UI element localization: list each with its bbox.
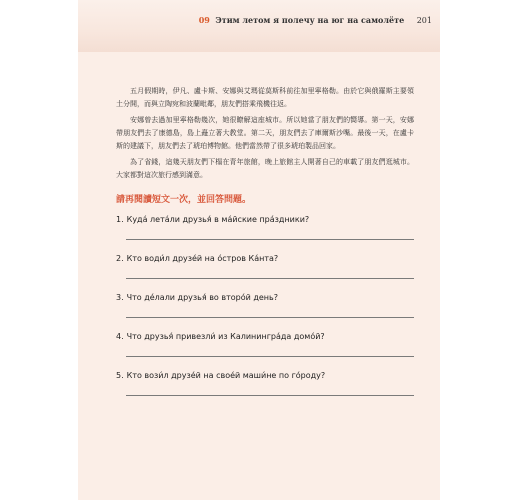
question-sentence: Что де́лали друзья́ во второ́й день? (126, 293, 278, 302)
question-number: 5. (116, 371, 124, 380)
question-list (116, 215, 414, 410)
book-page (78, 0, 440, 500)
question-number: 1. (116, 215, 124, 224)
page-number: 201 (416, 16, 432, 25)
page-header (78, 0, 440, 52)
question-text (116, 254, 414, 263)
page-body (116, 85, 414, 410)
exercise-instruction: 請再閱讀短文一次，並回答問題。 (116, 195, 252, 205)
question-text (116, 293, 414, 302)
question-text (116, 371, 414, 380)
reading-paragraph-2: 安娜曾去過加里寧格勒幾次，她很瞭解這座城市。所以她當了朋友們的嚮導。第一天，安娜帶朋友們去了康德島，島上矗立著大教堂。第二天，朋友們去了庫爾斯沙嘴。最後一天，在盧卡斯的建議下，朋友們去了琥珀博物館。他們當然帶了很多琥珀製品回家。 (116, 116, 414, 150)
question-item (116, 332, 414, 371)
question-sentence: Кто вози́л друзе́й на свое́й маши́не по го́роду? (126, 371, 326, 380)
chapter-title: Этим летом я полечу на юг на самолёте (215, 15, 405, 25)
question-item (116, 293, 414, 332)
answer-line[interactable] (126, 356, 414, 357)
question-text (116, 332, 414, 341)
question-number: 2. (116, 254, 124, 263)
question-item (116, 215, 414, 254)
answer-line[interactable] (126, 395, 414, 396)
question-number: 3. (116, 293, 124, 302)
question-sentence: Куда́ лета́ли друзья́ в ма́йские пра́здники? (126, 215, 310, 224)
question-item (116, 371, 414, 410)
running-header (199, 15, 432, 25)
chapter-number: 09 (198, 15, 210, 25)
question-sentence: Что друзья́ привезли́ из Калинингра́да домо́й? (126, 332, 325, 341)
question-item (116, 254, 414, 293)
question-text (116, 215, 414, 224)
reading-paragraph-3: 為了省錢，這幾天朋友們下榻在青年旅館，晚上旅館主人開著自己的車載了朋友們逛城市。大家都對這次旅行感到滿意。 (116, 158, 414, 179)
question-number: 4. (116, 332, 124, 341)
answer-line[interactable] (126, 239, 414, 240)
question-sentence: Кто води́л друзе́й на о́стров Ка́нта? (126, 254, 279, 263)
answer-line[interactable] (126, 317, 414, 318)
answer-line[interactable] (126, 278, 414, 279)
reading-paragraph-1: 五月假期時，伊凡、盧卡斯、安娜與艾瑪從莫斯科前往加里寧格勒。由於它與俄羅斯主要領土分開，而與立陶宛和波蘭毗鄰，朋友們搭乘飛機往返。 (116, 87, 414, 108)
